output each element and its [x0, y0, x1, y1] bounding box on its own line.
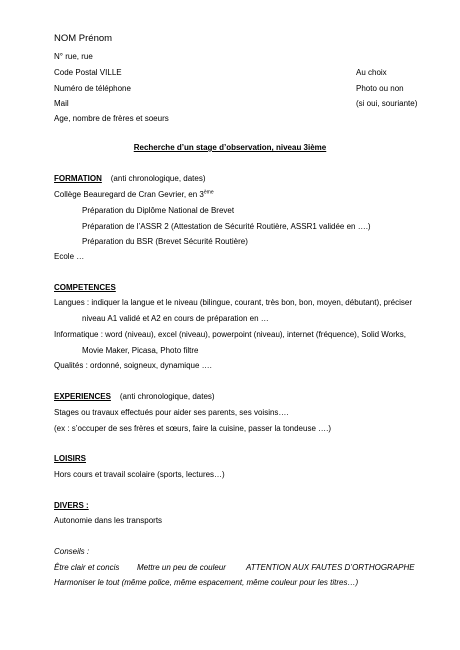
conseil-harmonize: Harmoniser le tout (même police, même espacement, même couleur pour les titres…) [54, 578, 359, 587]
college-sup: ème [203, 189, 214, 196]
document-title: Recherche d’un stage d’observation, niveau 3ième [133, 143, 327, 152]
conseil-spelling: ATTENTION AUX FAUTES D’ORTHOGRAPHE [246, 563, 415, 572]
photo-note-option: Photo ou non [356, 84, 404, 93]
conseils-label: Conseils : [54, 547, 90, 556]
loisirs-heading: LOISIRS [54, 454, 87, 463]
formation-item-brevet: Préparation du Diplôme National de Brevet [82, 206, 235, 215]
postal-city: Code Postal VILLE [54, 68, 122, 77]
experiences-line-2: (ex : s’occuper de ses frères et sœurs, faire la cuisine, passer la tondeuse ….) [54, 424, 332, 433]
informatique-line-1: Informatique : word (niveau), excel (niveau), powerpoint (niveau), internet (fréquence), Solid Works, [54, 330, 407, 339]
formation-item-bsr: Préparation du BSR (Brevet Sécurité Routière) [82, 237, 248, 246]
loisirs-line-1: Hors cours et travail scolaire (sports, lectures…) [54, 470, 225, 479]
competences-heading: COMPETENCES [54, 283, 116, 292]
experiences-heading: EXPERIENCES [54, 392, 111, 401]
formation-item-assr: Préparation de l’ASSR 2 (Attestation de Sécurité Routière, ASSR1 validée en ….) [82, 222, 371, 231]
divers-line-1: Autonomie dans les transports [54, 516, 163, 525]
experiences-heading-row [54, 393, 215, 401]
conseil-color: Mettre un peu de couleur [137, 563, 226, 572]
photo-note-choice: Au choix [356, 68, 387, 77]
formation-note: (anti chronologique, dates) [110, 174, 206, 183]
formation-heading: FORMATION [54, 174, 102, 183]
email: Mail [54, 99, 69, 108]
langues-line-1: Langues : indiquer la langue et le niveau (bilingue, courant, très bon, bon, moyen, débutant), préciser [54, 298, 413, 307]
photo-note-smile: (si oui, souriante) [356, 99, 418, 108]
experiences-note: (anti chronologique, dates) [119, 392, 215, 401]
informatique-line-2: Movie Maker, Picasa, Photo filtre [82, 346, 199, 355]
age-siblings: Age, nombre de frères et soeurs [54, 114, 169, 123]
conseil-clear-concise: Être clair et concis [54, 563, 120, 572]
college-line [54, 191, 214, 199]
college-text: Collège Beauregard de Cran Gevrier, en 3 [54, 190, 204, 199]
formation-heading-row [54, 175, 206, 183]
candidate-name: NOM Prénom [54, 33, 113, 44]
ecole-line: Ecole … [54, 252, 85, 261]
experiences-line-1: Stages ou travaux effectués pour aider ses parents, ses voisins…. [54, 408, 289, 417]
phone-number: Numéro de téléphone [54, 84, 131, 93]
street-address: N° rue, rue [54, 52, 93, 61]
langues-line-2: niveau A1 validé et A2 en cours de préparation en … [82, 314, 269, 323]
qualites-line: Qualités : ordonné, soigneux, dynamique …. [54, 361, 212, 370]
divers-heading: DIVERS : [54, 501, 89, 510]
